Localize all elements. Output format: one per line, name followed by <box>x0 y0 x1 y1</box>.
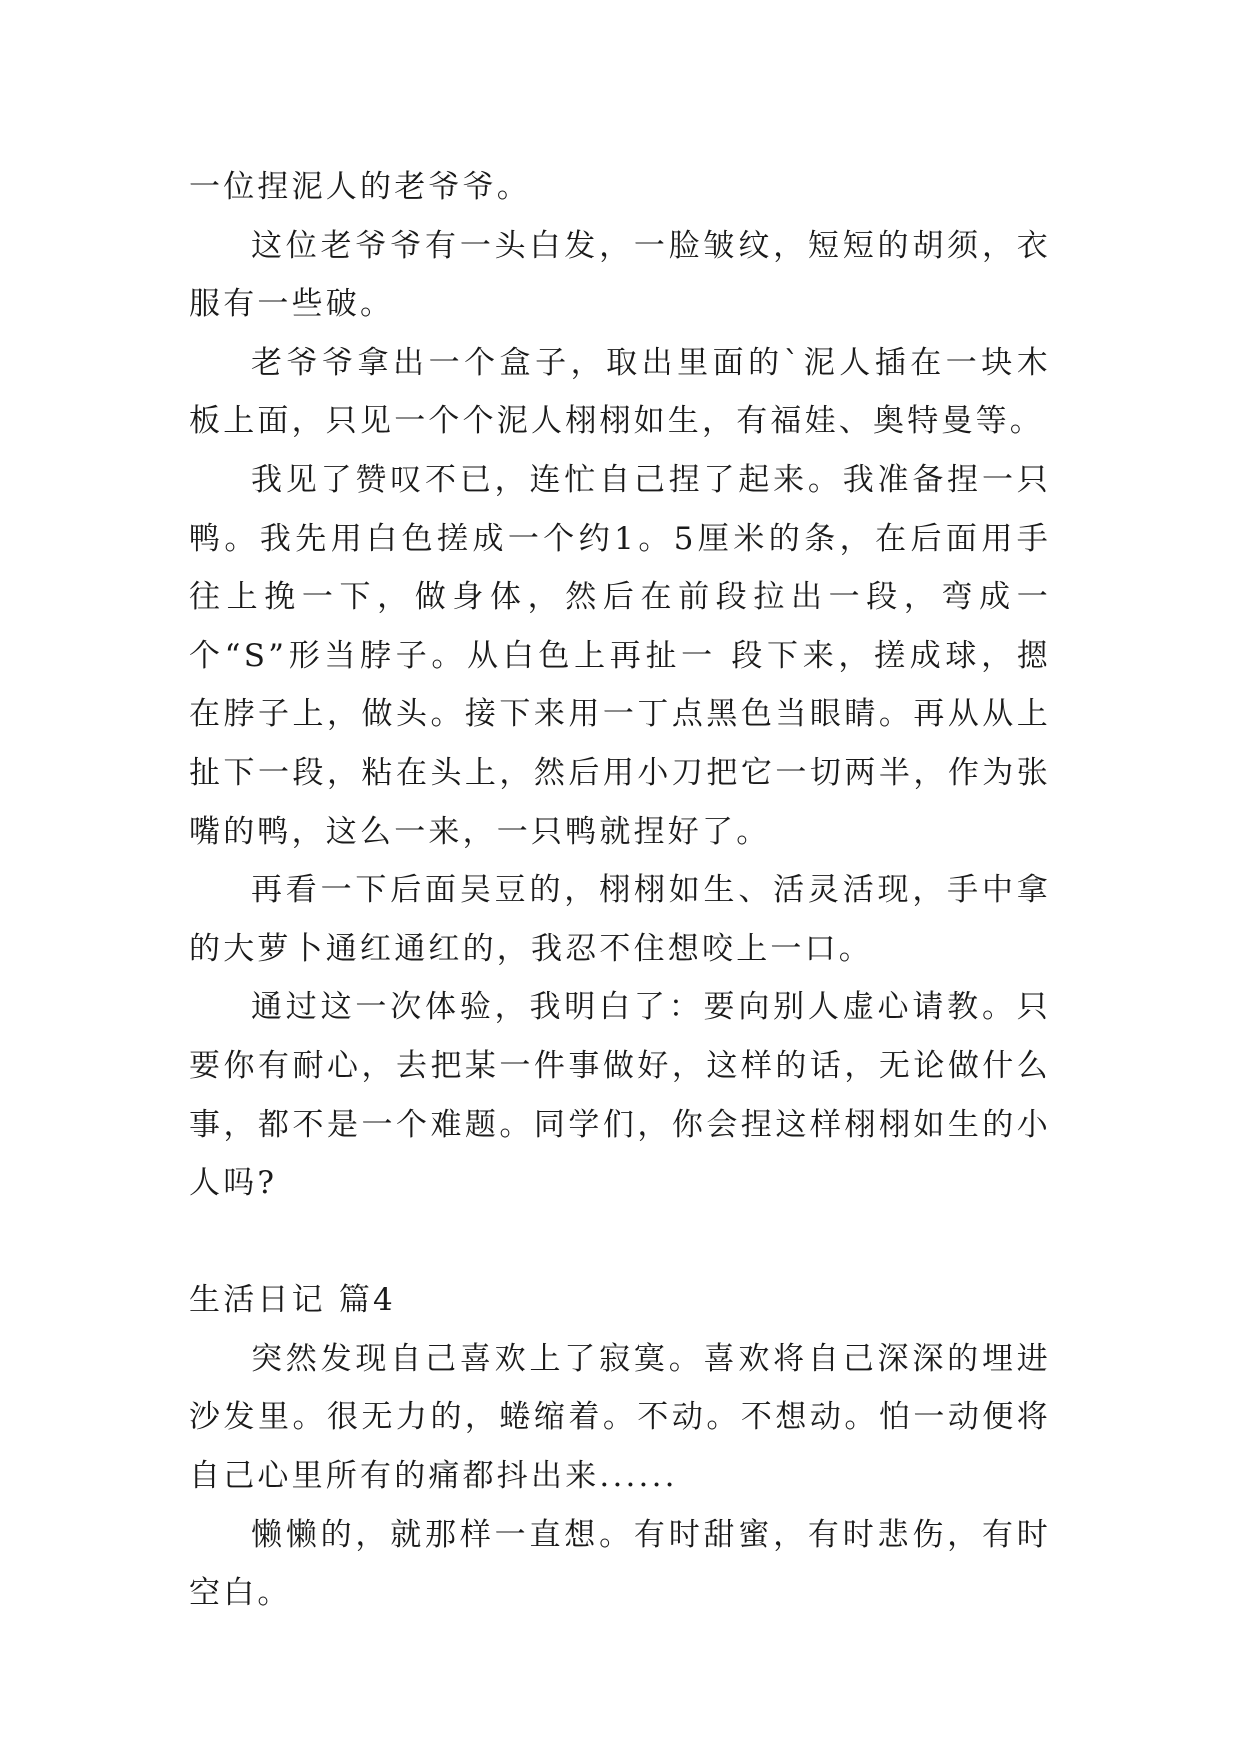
paragraph-6: 通过这一次体验，我明白了：要向别人虚心请教。只要你有耐心，去把某一件事做好，这样的话，无论做什么事，都不是一个难题。同学们，你会捏这样栩栩如生的小人吗? <box>189 989 1051 1202</box>
paragraph-3: 老爷爷拿出一个盒子，取出里面的`泥人插在一块木板上面，只见一个个泥人栩栩如生，有福娃、奥特曼等。 <box>189 344 1051 440</box>
paragraph-1: 一位捏泥人的老爷爷。 <box>189 169 531 205</box>
paragraph-2: 这位老爷爷有一头白发，一脸皱纹，短短的胡须，衣服有一些破。 <box>189 227 1051 323</box>
paragraph-7: 突然发现自己喜欢上了寂寞。喜欢将自己深深的埋进沙发里。很无力的，蜷缩着。不动。不想动。怕一动便将自己心里所有的痛都抖出来...... <box>189 1340 1051 1495</box>
document-body <box>189 158 1051 1623</box>
paragraph-5: 再看一下后面吴豆的，栩栩如生、活灵活现，手中拿的大萝卜通红通红的，我忍不住想咬上一口。 <box>189 872 1051 967</box>
paragraph-8: 懒懒的，就那样一直想。有时甜蜜，有时悲伤，有时空白。 <box>189 1516 1051 1612</box>
paragraph-4: 我见了赞叹不已，连忙自己捏了起来。我准备捏一只鸭。我先用白色搓成一个约1。5厘米的条，在后面用手往上挽一下，做身体，然后在前段拉出一段，弯成一个“S”形当脖子。从白色上再扯一 段下来，搓成球，摁在脖子上，做头。接下来用一丁点黑色当眼睛。再从从上扯下一段，粘在头上，然后用小刀把它一切两半，作为张嘴的鸭，这么一来，一只鸭就捏好了。 <box>189 461 1051 850</box>
section-title: 生活日记 篇4 <box>189 1282 396 1319</box>
